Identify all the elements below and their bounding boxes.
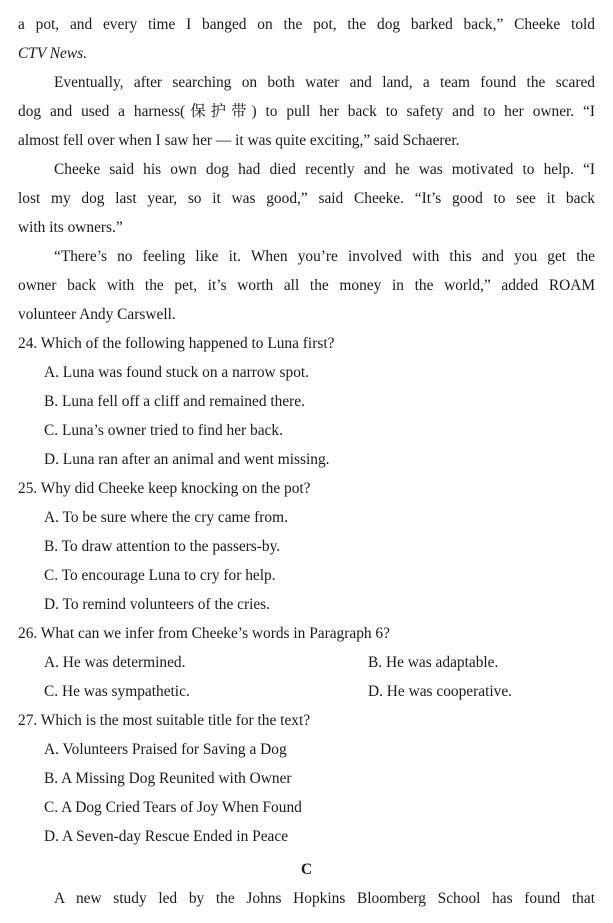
answer-option: A. Volunteers Praised for Saving a Dog [44, 741, 287, 758]
answer-option: D. He was cooperative. [368, 683, 513, 700]
passage-line: Eventually, after searching on both water and land, a team found the scared [54, 74, 595, 91]
answer-option: A. He was determined. [44, 654, 186, 671]
answer-option: B. A Missing Dog Reunited with Owner [44, 770, 292, 787]
passage-line: owner back with the pet, it’s worth all the money in the world,” added ROAM [18, 277, 595, 294]
answer-option: A. Luna was found stuck on a narrow spot. [44, 364, 310, 381]
passage-line: A new study led by the Johns Hopkins Bloomberg School has found that [54, 890, 595, 907]
passage-line: “There’s no feeling like it. When you’re involved with this and you get the [54, 248, 595, 265]
passage-line: a pot, and every time I banged on the pot, the dog barked back,” Cheeke told [18, 16, 595, 33]
question-stem: 25. Why did Cheeke keep knocking on the pot? [18, 480, 311, 497]
answer-option: B. To draw attention to the passers-by. [44, 538, 281, 555]
passage-line: CTV News. [18, 45, 87, 62]
answer-option: C. He was sympathetic. [44, 683, 190, 700]
question-stem: 24. Which of the following happened to Luna first? [18, 335, 335, 352]
answer-option: D. A Seven-day Rescue Ended in Peace [44, 828, 289, 845]
answer-option: C. Luna’s owner tried to find her back. [44, 422, 283, 439]
answer-option: D. Luna ran after an animal and went missing. [44, 451, 330, 468]
passage-line: lost my dog last year, so it was good,” said Cheeke. “It’s good to see it back [18, 190, 595, 207]
passage-line: Cheeke said his own dog had died recently and he was motivated to help. “I [54, 161, 595, 178]
answer-option: B. Luna fell off a cliff and remained there. [44, 393, 305, 410]
passage-line: almost fell over when I saw her — it was quite exciting,” said Schaerer. [18, 132, 460, 149]
question-stem: 27. Which is the most suitable title for the text? [18, 712, 311, 729]
answer-option: C. A Dog Cried Tears of Joy When Found [44, 799, 302, 816]
passage-line: dog and used a harness(保护带) to pull her back to safety and to her owner. “I [18, 103, 595, 120]
section-heading: C [300, 861, 313, 878]
answer-option: D. To remind volunteers of the cries. [44, 596, 271, 613]
question-stem: 26. What can we infer from Cheeke’s words in Paragraph 6? [18, 625, 390, 642]
answer-option: C. To encourage Luna to cry for help. [44, 567, 276, 584]
answer-option: B. He was adaptable. [368, 654, 499, 671]
passage-line: volunteer Andy Carswell. [18, 306, 176, 323]
answer-option: A. To be sure where the cry came from. [44, 509, 288, 526]
passage-line: with its owners.” [18, 219, 123, 236]
